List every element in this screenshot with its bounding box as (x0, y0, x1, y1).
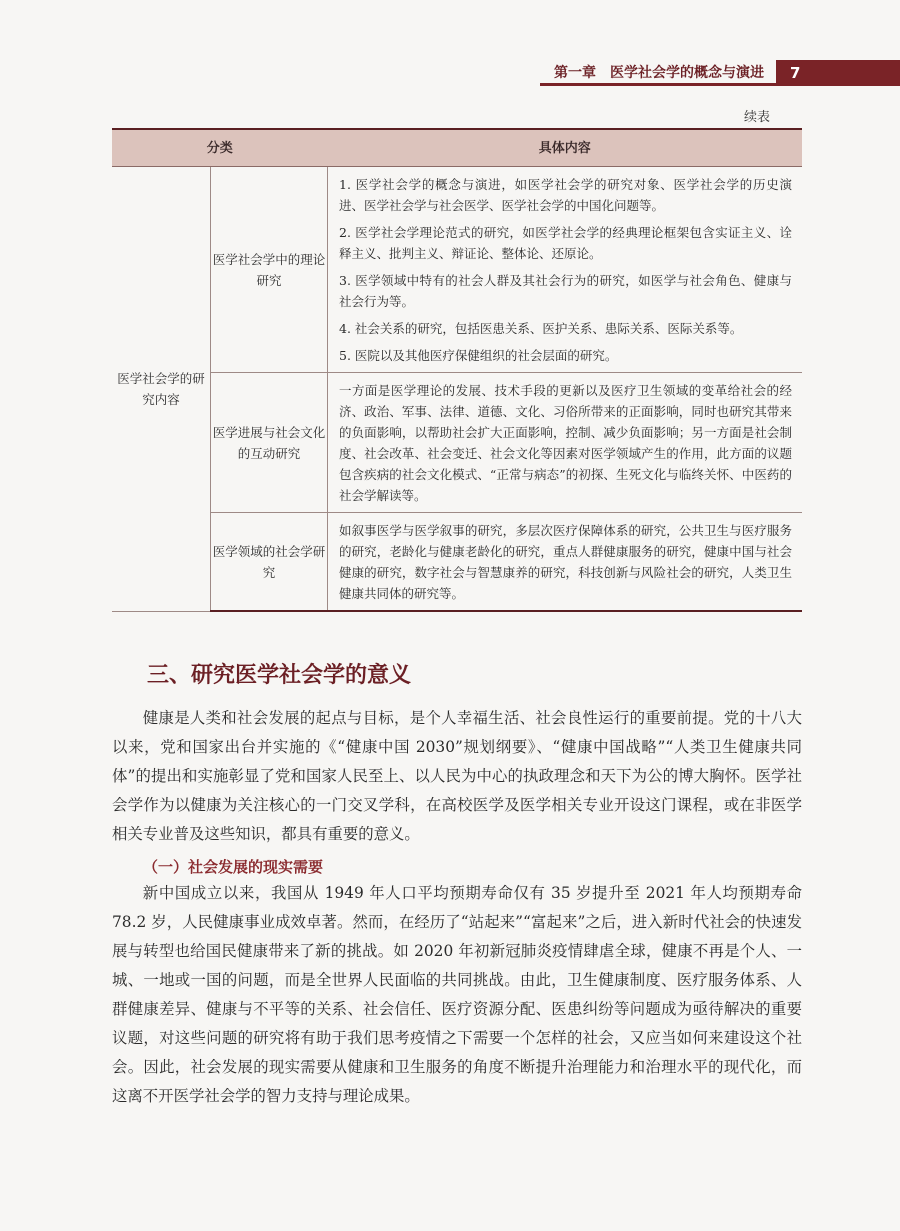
list-item: 3. 医学领域中特有的社会人群及其社会行为的研究，如医学与社会角色、健康与社会行为等。 (339, 273, 792, 309)
content-cell: 如叙事医学与医学叙事的研究，多层次医疗保障体系的研究，公共卫生与医疗服务的研究，老龄化与健康老龄化的研究，重点人群健康服务的研究，健康中国与社会健康的研究，数字社会与智慧康养的研究，科技创新与风险社会的研究，人类卫生健康共同体的研究等。 (328, 513, 803, 612)
chapter-title: 第一章 医学社会学的概念与演进 (540, 60, 776, 86)
research-content-table (112, 128, 802, 612)
subcategory-cell: 医学社会学中的理论研究 (211, 167, 328, 373)
running-header (540, 60, 900, 86)
column-header-category: 分类 (112, 129, 328, 167)
table-row (112, 167, 802, 373)
subcategory-cell: 医学进展与社会文化的互动研究 (211, 373, 328, 513)
intro-paragraph: 健康是人类和社会发展的起点与目标，是个人幸福生活、社会良性运行的重要前提。党的十八大以来，党和国家出台并实施的《“健康中国 2030”规划纲要》、“健康中国战略”“人类卫生健康共同体”的提出和实施彰显了党和国家人民至上、以人民为中心的执政理念和天下为公的博大胸怀。医学社会学作为以健康为关注核心的一门交叉学科，在高校医学及医学相关专业开设这门课程，或在非医学相关专业普及这些知识，都具有重要的意义。 (112, 709, 802, 843)
subcategory-cell: 医学领域的社会学研究 (211, 513, 328, 612)
column-header-content: 具体内容 (328, 129, 803, 167)
table-header-row (112, 129, 802, 167)
subsection-title: （一）社会发展的现实需要 (143, 858, 324, 876)
category-cell: 医学社会学的研究内容 (112, 167, 211, 612)
subsection-paragraph: 新中国成立以来，我国从 1949 年人口平均预期寿命仅有 35 岁提升至 2021 年人均预期寿命 78.2 岁，人民健康事业成效卓著。然而，在经历了“站起来”“富起来”之后，进入新时代社会的快速发展与转型也给国民健康带来了新的挑战。如 2020 年初新冠肺炎疫情肆虐全球，健康不再是个人、一城、一地或一国的问题，而是全世界人民面临的共同挑战。由此，卫生健康制度、医疗服务体系、人群健康差异、健康与不平等的关系、社会信任、医疗资源分配、医患纠纷等问题成为亟待解决的重要议题，对这些问题的研究将有助于我们思考疫情之下需要一个怎样的社会，又应当如何来建设这个社会。因此，社会发展的现实需要从健康和卫生服务的角度不断提升治理能力和治理水平的现代化，而这离不开医学社会学的智力支持与理论成果。 (112, 884, 802, 1105)
table-continued-label: 续表 (744, 110, 771, 125)
list-item: 4. 社会关系的研究，包括医患关系、医护关系、患际关系、医际关系等。 (339, 321, 743, 336)
list-item: 1. 医学社会学的概念与演进，如医学社会学的研究对象、医学社会学的历史演进、医学社会学与社会医学、医学社会学的中国化问题等。 (339, 177, 792, 213)
table-row (112, 373, 802, 513)
table-row (112, 513, 802, 612)
list-item: 2. 医学社会学理论范式的研究，如医学社会学的经典理论框架包含实证主义、诠释主义、批判主义、辩证论、整体论、还原论。 (339, 225, 792, 261)
content-cell: 一方面是医学理论的发展、技术手段的更新以及医疗卫生领域的变革给社会的经济、政治、军事、法律、道德、文化、习俗所带来的正面影响，同时也研究其带来的负面影响，以帮助社会扩大正面影响，控制、减少负面影响；另一方面是社会制度、社会改革、社会变迁、社会文化等因素对医学领域产生的作用，此方面的议题包含疾病的社会文化模式、“正常与病态”的初探、生死文化与临终关怀、中医药的社会学解读等。 (328, 373, 803, 513)
section-title: 三、研究医学社会学的意义 (147, 663, 412, 688)
list-item: 5. 医院以及其他医疗保健组织的社会层面的研究。 (339, 348, 618, 363)
page-number: 7 (776, 60, 900, 86)
content-cell (328, 167, 803, 373)
